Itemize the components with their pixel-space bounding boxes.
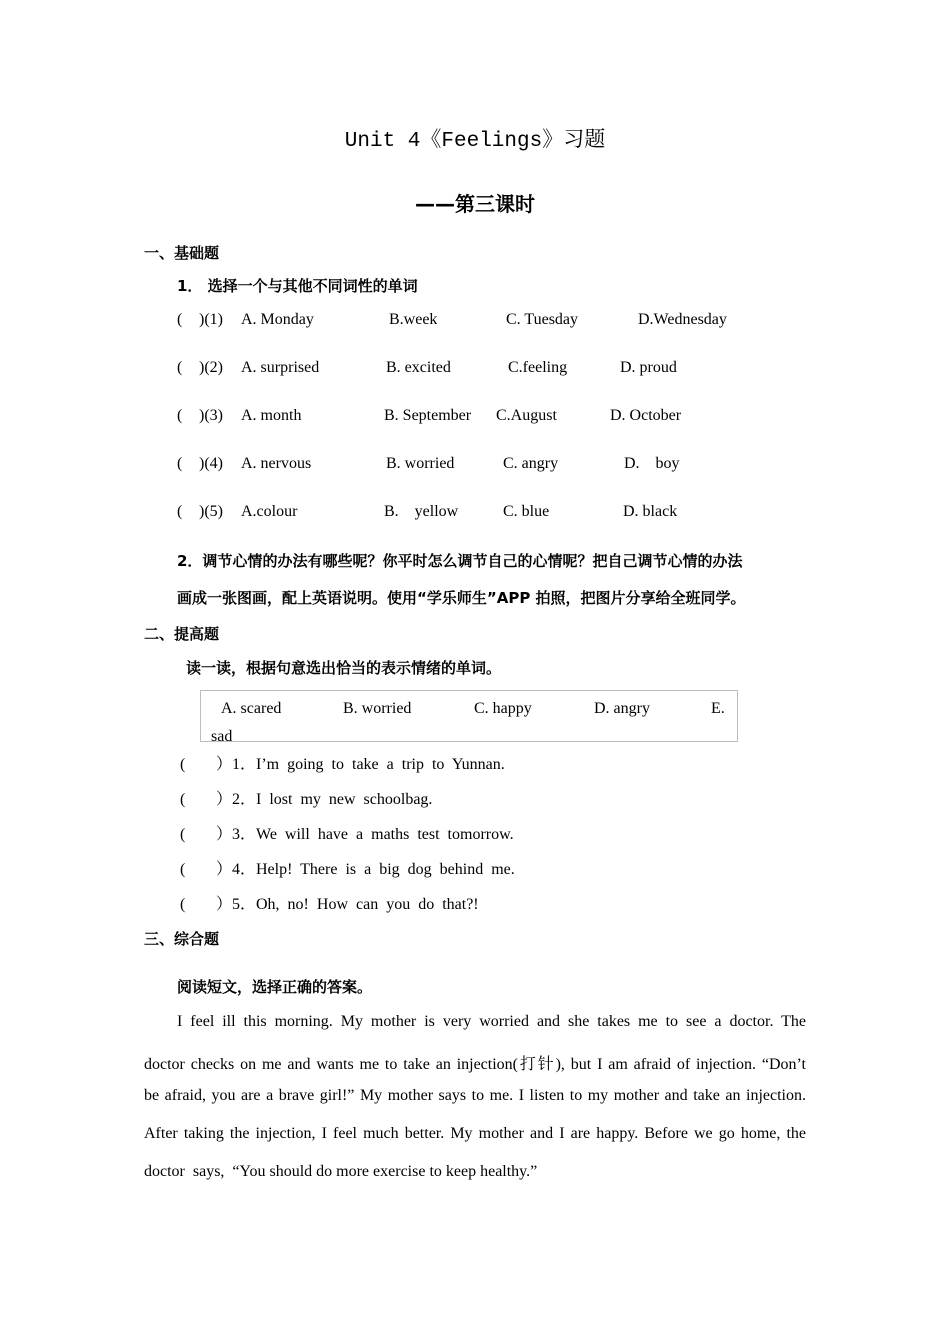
word-bank-a: A. scared	[221, 700, 282, 717]
sentence: ）4．Help! There is a big dog behind me.	[216, 861, 515, 878]
answer-blank[interactable]: (	[177, 455, 183, 472]
sentence: ）1．I’m going to take a trip to Yunnan.	[216, 756, 505, 773]
passage-line: doctor says, “You should do more exercise to keep healthy.”	[144, 1163, 538, 1180]
option-b: B.week	[389, 311, 438, 328]
word-bank-e-text: sad	[211, 728, 233, 742]
page-subtitle: ——第三课时	[415, 192, 535, 216]
item-number: )(4)	[199, 455, 223, 472]
option-c: C. blue	[503, 503, 550, 520]
answer-blank[interactable]: (	[180, 791, 186, 808]
answer-blank[interactable]: (	[180, 756, 186, 773]
passage-line: I feel ill this morning. My mother is very worried and she takes me to see a doctor. The	[177, 1013, 806, 1030]
option-d: D.Wednesday	[638, 311, 727, 328]
option-c: C. Tuesday	[506, 311, 579, 328]
answer-blank[interactable]: (	[177, 359, 183, 376]
answer-blank[interactable]: (	[177, 407, 183, 424]
passage-line: After taking the injection, I feel much better. My mother and I are happy. Before we go home, the	[144, 1125, 806, 1142]
word-bank-box	[200, 690, 738, 742]
sentence: ）3．We will have a maths test tomorrow.	[216, 826, 514, 843]
answer-blank[interactable]: (	[177, 311, 183, 328]
item-number: )(5)	[199, 503, 223, 520]
option-a: A. month	[241, 407, 302, 424]
option-b: B. yellow	[384, 503, 459, 520]
answer-blank[interactable]: (	[177, 503, 183, 520]
option-a: A. surprised	[241, 359, 320, 376]
page-title: Unit 4《Feelings》习题	[344, 130, 606, 153]
passage-line: doctor checks on me and wants me to take an injection(打针), but I am afraid of injection. “Don’t	[144, 1056, 806, 1073]
section-3-heading: 三、综合题	[144, 930, 220, 948]
option-d: D. proud	[620, 359, 677, 376]
option-a: A.colour	[241, 503, 298, 520]
sentence: ）5．Oh, no! How can you do that?!	[216, 896, 479, 913]
answer-blank[interactable]: (	[180, 896, 186, 913]
word-bank-b: B. worried	[343, 700, 412, 717]
option-c: C.feeling	[508, 359, 568, 376]
answer-blank[interactable]: (	[180, 861, 186, 878]
option-c: C. angry	[503, 455, 559, 472]
answer-blank[interactable]: (	[180, 826, 186, 843]
item-number: )(1)	[199, 311, 223, 328]
question-1-label: 1． 选择一个与其他不同词性的单词	[177, 277, 418, 295]
passage-line: be afraid, you are a brave girl!” My mother says to me. I listen to my mother and take an injection.	[144, 1087, 806, 1104]
item-number: )(3)	[199, 407, 223, 424]
section-2-heading: 二、提高题	[144, 625, 220, 643]
word-bank-e: E.	[711, 700, 725, 717]
option-d: D. boy	[624, 455, 680, 472]
section-2-instruction: 读一读，根据句意选出恰当的表示情绪的单词。	[186, 659, 502, 677]
option-a: A. nervous	[241, 455, 312, 472]
question-2-line-1: 2．调节心情的办法有哪些呢？你平时怎么调节自己的心情呢？把自己调节心情的办法	[177, 552, 743, 570]
question-2-line-2: 画成一张图画，配上英语说明。使用“学乐师生”APP 拍照，把图片分享给全班同学。	[177, 589, 746, 607]
option-b: B. excited	[386, 359, 451, 376]
word-bank-d: D. angry	[594, 700, 650, 717]
section-3-instruction: 阅读短文，选择正确的答案。	[177, 978, 373, 996]
option-a: A. Monday	[241, 311, 314, 328]
item-number: )(2)	[199, 359, 223, 376]
section-1-heading: 一、基础题	[144, 244, 220, 262]
word-bank-c: C. happy	[474, 700, 532, 717]
option-c: C.August	[496, 407, 557, 424]
option-b: B. worried	[386, 455, 455, 472]
option-d: D. October	[610, 407, 682, 424]
option-b: B. September	[384, 407, 472, 424]
option-d: D. black	[623, 503, 678, 520]
sentence: ）2．I lost my new schoolbag.	[216, 791, 433, 808]
